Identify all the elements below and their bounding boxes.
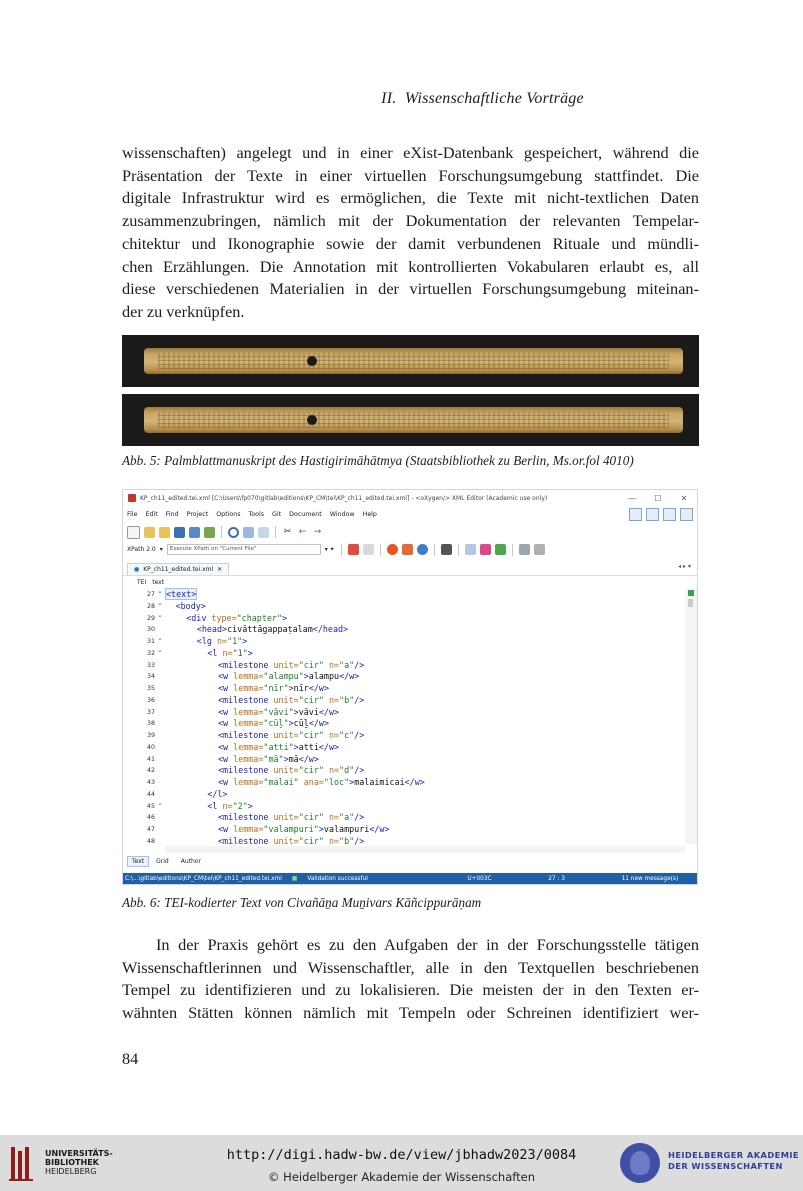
menu-item-git[interactable]: Git — [272, 511, 282, 518]
footer-bar — [0, 1135, 803, 1191]
xml-token-txt: nīr — [293, 683, 309, 693]
find-in-files-icon[interactable] — [243, 527, 254, 538]
library-name-line: UNIVERSITÄTS- — [45, 1149, 113, 1158]
horizontal-scrollbar[interactable] — [165, 846, 685, 853]
xml-token-val: "malai" — [263, 777, 304, 787]
status-validation: Validation successful — [307, 876, 368, 882]
line-number: 35 — [146, 685, 155, 692]
new-file-icon[interactable] — [127, 526, 140, 539]
line-number: 39 — [146, 732, 155, 739]
xml-token-attr: unit= — [273, 765, 299, 776]
running-head — [0, 90, 803, 108]
tab-kp-ch11[interactable]: ● KP_ch11_edited.tei.xml ✕ — [127, 563, 229, 575]
xml-token-val: "a" — [339, 812, 355, 823]
xml-token-attr: lemma= — [233, 824, 264, 834]
status-bar — [123, 873, 697, 885]
line-number-gutter — [123, 589, 165, 844]
xml-token-attr: unit= — [273, 730, 299, 740]
tools-icon[interactable] — [534, 544, 545, 555]
xml-token-attr: n= — [328, 812, 340, 823]
xml-token-tag: </w> — [308, 718, 329, 729]
tab-label: KP_ch11_edited.tei.xml — [143, 566, 214, 573]
text-line: wähnten Stätten können nämlich mit Tempeln oder Schreinen identifiziert wer- — [122, 1003, 699, 1023]
xml-token-attr: lemma= — [233, 777, 264, 787]
code-line[interactable] — [207, 789, 227, 801]
xml-token-tag: > — [293, 741, 299, 752]
xml-token-tag: /> — [354, 730, 365, 740]
find-icon[interactable] — [228, 527, 239, 538]
status-char-code: U+003C — [467, 876, 492, 882]
xml-token-tag: <w — [218, 777, 234, 787]
editor-mode-tabs — [127, 856, 206, 867]
code-line[interactable] — [218, 812, 364, 824]
xml-token-tag: <milestone — [218, 835, 274, 846]
xml-token-tag: <body> — [175, 600, 206, 611]
configure-transformation-icon[interactable] — [402, 544, 413, 555]
xml-token-tag: </w> — [298, 753, 319, 764]
xml-token-txt: atti — [298, 741, 319, 752]
xml-token-attr: n= — [222, 800, 233, 811]
breadcrumb-tei[interactable]: TEI — [137, 579, 147, 586]
code-line[interactable] — [218, 671, 359, 683]
line-number: 44 — [146, 790, 155, 798]
library-name-line: BIBLIOTHEK — [45, 1158, 99, 1167]
vertical-scrollbar[interactable] — [685, 589, 697, 844]
xml-token-tag: > — [247, 647, 253, 658]
redo-icon[interactable]: → — [313, 526, 322, 537]
open-url-icon[interactable] — [159, 527, 170, 538]
mode-tab-grid[interactable]: Grid — [156, 858, 169, 865]
line-number: 34 — [146, 673, 155, 681]
xml-token-val: "cir" — [298, 835, 329, 846]
xml-token-tag: </w> — [369, 824, 390, 834]
spellcheck-icon[interactable] — [363, 544, 374, 555]
code-line[interactable] — [165, 589, 197, 601]
close-icon[interactable]: ✕ — [680, 493, 688, 503]
xml-token-val: "cir" — [298, 765, 329, 776]
xml-token-tag: </head> — [312, 624, 349, 635]
xml-token-attr: n= — [216, 636, 228, 646]
xml-token-val: "b" — [339, 835, 355, 846]
code-line[interactable] — [207, 801, 252, 813]
xml-token-txt: malaimicai — [354, 777, 405, 787]
xml-token-tag: > — [288, 683, 294, 693]
xml-token-tag: <w — [218, 741, 234, 752]
xml-token-tag: > — [242, 636, 248, 646]
code-line[interactable] — [218, 730, 364, 742]
xml-token-attr: unit= — [273, 835, 299, 846]
xpath-version-select[interactable]: XPath 2.0 — [127, 546, 156, 553]
xml-token-val: "atti" — [263, 741, 294, 752]
running-head-number: II. — [381, 90, 397, 107]
string-hole — [307, 356, 317, 366]
xml-token-attr: n= — [328, 765, 340, 776]
xml-token-txt: civāttāgappaṭalam — [227, 624, 313, 635]
text-line: zusammenzubringen, nämlich mit der Dokumentation der relevanten Tempelar- — [122, 211, 699, 231]
code-line[interactable] — [197, 636, 247, 648]
xml-token-attr: type= — [211, 612, 237, 623]
xml-token-tag: /> — [354, 835, 365, 846]
text-line: diese verschiedenen Materialien in der virtuellen Forschungsumgebung miteinan- — [122, 279, 699, 299]
xml-token-tag: <milestone — [218, 812, 274, 823]
menu-item-edit[interactable]: Edit — [145, 511, 158, 518]
mode-tab-text[interactable]: Text — [127, 856, 149, 867]
xml-token-txt: valampuri — [323, 824, 370, 834]
line-number: 32 ⌄ — [123, 648, 155, 660]
code-line[interactable] — [218, 683, 329, 695]
text-line: der zu verknüpfen. — [122, 301, 245, 321]
xml-token-tag: > — [288, 718, 294, 729]
xml-token-tag: <milestone — [218, 694, 274, 705]
xml-token-tag: </l> — [207, 788, 228, 799]
xml-token-tag: <w — [218, 753, 234, 764]
academy-name — [668, 1150, 799, 1172]
running-head-title: Wissenschaftliche Vorträge — [404, 90, 584, 107]
xml-token-tag: > — [349, 777, 355, 787]
xml-token-val: "loc" — [323, 777, 350, 787]
text-line: In der Praxis gehört es zu den Aufgaben der in der Forschungsstelle tätigen — [156, 935, 699, 954]
undo-icon[interactable]: ← — [298, 526, 307, 537]
xml-token-attr: lemma= — [233, 753, 264, 764]
xml-token-tag: > — [282, 612, 288, 623]
xml-token-attr: lemma= — [233, 741, 264, 752]
xml-token-val: "alampu" — [263, 671, 304, 682]
breadcrumb-text[interactable]: text — [152, 579, 165, 586]
code-line[interactable] — [186, 613, 287, 625]
code-line[interactable] — [218, 718, 329, 730]
line-number: 33 — [146, 661, 155, 669]
git-icon[interactable] — [480, 544, 491, 555]
academy-name-line: HEIDELBERGER AKADEMIE — [668, 1150, 799, 1160]
xml-token-tag: > — [318, 824, 324, 834]
text-line: wissenschaften) angelegt und in einer eXist-Datenbank gespeichert, während die — [122, 143, 699, 162]
code-editor[interactable] — [123, 589, 685, 844]
line-number: 42 — [146, 767, 155, 775]
xml-token-val: "a" — [339, 659, 355, 670]
code-line[interactable] — [197, 624, 348, 636]
xml-token-tag: </w> — [308, 683, 329, 693]
xml-token-tag: /> — [354, 812, 365, 823]
perspective-icon[interactable] — [629, 508, 642, 521]
xml-token-tag: </w> — [404, 777, 425, 787]
xml-token-tag: /> — [354, 694, 365, 705]
code-line[interactable] — [176, 601, 206, 613]
xml-token-tag: /> — [354, 765, 365, 776]
menu-item-window[interactable]: Window — [329, 511, 355, 518]
perspective-icon[interactable] — [680, 508, 693, 521]
xml-token-val: "chapter" — [236, 612, 283, 623]
xml-token-tag: <w — [218, 718, 234, 729]
xml-token-val: "b" — [339, 694, 355, 705]
xpath-input[interactable]: Execute XPath on "Current File" — [167, 544, 321, 555]
text-line: Tempel zu identifizieren und zu lokalisieren. Die meisten der in den Texten er- — [122, 980, 699, 1000]
paragraph-2-text — [122, 934, 699, 1025]
code-line[interactable] — [218, 777, 425, 789]
breadcrumb — [123, 577, 697, 588]
text-line: digitale Infrastruktur wird es ermöglichen, die Texte mit nicht-textlichen Daten — [122, 188, 699, 208]
figure-6-caption: Abb. 6: TEI-kodierter Text von Civañāṉa Muṉivars Kāñcippurāṇam — [122, 895, 482, 910]
mode-tab-author[interactable]: Author — [180, 858, 201, 865]
line-number: 45 ⌄ — [123, 801, 155, 813]
xml-refactor-icon[interactable] — [465, 544, 476, 555]
xml-token-val: "1" — [232, 647, 248, 658]
xml-token-attr: n= — [328, 835, 340, 846]
xml-token-txt: mā — [288, 753, 299, 764]
status-cursor-position: 27 : 3 — [548, 876, 565, 882]
xpath-bar: XPath 2.0 ▾ Execute XPath on "Current File" ▾ ✦ — [123, 543, 697, 556]
edit-icon[interactable] — [519, 544, 530, 555]
toolbar — [123, 524, 697, 540]
cut-icon[interactable]: ✂ — [283, 526, 292, 537]
xml-token-val: "mā" — [263, 753, 284, 764]
window-title: KP_ch11_edited.tei.xml [C:\Users\fp070\gitlab\editions\KP_CM\tei\KP_ch11_edited.tei.xml] - <oXygen/> XML Editor (Academic use only) — [140, 494, 548, 502]
plugin-icon[interactable] — [495, 544, 506, 555]
xml-token-txt: alampu — [308, 671, 340, 682]
status-file-path: C:\...\gitlab\editions\KP_CM\tei\KP_ch11_edited.tei.xml — [125, 876, 282, 882]
validation-check-icon: ■ — [291, 876, 298, 882]
xml-token-val: "nīr" — [263, 683, 289, 693]
xml-token-attr: unit= — [273, 659, 299, 670]
xml-token-tag: <head> — [196, 624, 228, 635]
xml-token-attr: unit= — [273, 694, 299, 705]
xml-token-tag: <w — [218, 683, 234, 693]
xml-token-tag: <w — [218, 706, 234, 717]
academy-emblem-icon — [620, 1143, 660, 1183]
xml-token-attr: lemma= — [233, 718, 264, 729]
xml-token-tag: /> — [354, 659, 365, 670]
oxygen-app-icon — [128, 494, 136, 502]
xml-token-tag: <text> — [166, 589, 197, 599]
xml-token-tag: > — [303, 671, 309, 682]
code-line[interactable] — [218, 742, 339, 754]
line-number: 46 — [146, 814, 155, 822]
palm-leaf-image-2 — [122, 394, 699, 446]
xml-token-tag: > — [247, 800, 253, 811]
format-indent-icon[interactable] — [441, 544, 452, 555]
xml-editor-screenshot — [122, 489, 698, 885]
copyright-notice: © Heidelberger Akademie der Wissenschaften — [268, 1170, 535, 1184]
tab-navigation-icon[interactable]: ◂ ▸ ▾ — [678, 563, 691, 570]
xml-token-tag: <w — [218, 824, 234, 834]
validation-ok-marker — [688, 590, 694, 596]
line-number: 36 — [146, 696, 155, 704]
xml-token-attr: lemma= — [233, 706, 264, 717]
code-line[interactable] — [218, 707, 339, 719]
xml-token-tag: <w — [218, 671, 234, 682]
xml-token-val: "1" — [227, 636, 243, 646]
code-line[interactable] — [218, 695, 364, 707]
menu-item-help[interactable]: Help — [362, 511, 377, 518]
text-line: chen Erzählungen. Die Annotation mit kontrollierten Vokabularen erlaubt es, all — [122, 256, 699, 276]
perspective-icon[interactable] — [663, 508, 676, 521]
minimize-icon[interactable]: — — [628, 493, 636, 503]
validate-icon[interactable] — [348, 544, 359, 555]
code-line[interactable] — [218, 660, 364, 672]
editor-tab-bar — [123, 563, 697, 576]
apply-transformation-icon[interactable] — [387, 544, 398, 555]
xml-token-val: "cir" — [298, 730, 329, 740]
xml-token-tag: <lg — [196, 636, 217, 646]
xml-token-val: "vāvi" — [263, 706, 294, 717]
xml-token-tag: </w> — [318, 706, 340, 717]
xml-token-txt: cūḻ — [293, 718, 309, 729]
xml-token-val: "c" — [339, 730, 355, 740]
open-folder-icon[interactable] — [144, 527, 155, 538]
menu-item-file[interactable]: File — [127, 511, 138, 518]
code-line[interactable] — [218, 824, 389, 836]
copy-icon[interactable] — [258, 527, 269, 538]
xml-token-tag: <milestone — [218, 659, 274, 670]
line-number: 43 — [146, 779, 155, 786]
text-line: Wissenschaftlerinnen und Wissenschaftler, alle in den Textquellen beschriebenen — [122, 957, 699, 977]
permalink-url[interactable]: http://digi.hadw-bw.de/view/jbhadw2023/0084 — [226, 1147, 577, 1163]
string-hole — [307, 415, 317, 425]
xml-token-val: "cir" — [298, 694, 329, 705]
code-area[interactable] — [165, 589, 685, 844]
xml-token-attr: n= — [222, 647, 233, 658]
xml-token-val: "cir" — [298, 659, 329, 670]
line-number: 28 ⌄ — [123, 601, 155, 613]
figure-5-caption: Abb. 5: Palmblattmanuskript des Hastigirimāhātmya (Staatsbibliothek zu Berlin, Ms.or.fol 4010) — [122, 453, 634, 468]
xml-token-tag: <milestone — [218, 765, 274, 776]
line-number: 37 — [146, 708, 155, 716]
print-icon[interactable] — [204, 527, 215, 538]
code-line[interactable] — [207, 648, 252, 660]
library-name-line: HEIDELBERG — [45, 1167, 97, 1176]
perspective-icon[interactable] — [646, 508, 659, 521]
xml-token-attr: n= — [328, 694, 340, 705]
menu-item-options[interactable]: Options — [216, 511, 241, 518]
xml-token-tag: <milestone — [218, 730, 274, 740]
save-all-icon[interactable] — [189, 527, 200, 538]
line-number: 30 — [146, 626, 155, 634]
xml-token-val: "valampuri" — [263, 824, 319, 834]
xml-token-attr: unit= — [273, 812, 299, 823]
xml-token-txt: vāvi — [298, 706, 319, 717]
text-line: Präsentation der Texte in einer virtuellen Forschungsumgebung stattfindet. Die — [122, 165, 699, 185]
line-number: 41 — [146, 755, 155, 763]
code-line[interactable] — [218, 754, 319, 766]
xml-token-tag: <div — [186, 612, 212, 623]
xml-token-val: "cir" — [298, 812, 329, 823]
line-number: 29 ⌄ — [123, 613, 155, 625]
xml-token-tag: </w> — [318, 741, 340, 752]
xml-token-attr: lemma= — [233, 671, 264, 682]
xml-token-val: "cūḻ" — [263, 718, 289, 729]
line-number: 48 — [146, 837, 155, 845]
xml-token-tag: > — [283, 753, 289, 764]
xml-token-tag: > — [293, 706, 299, 717]
menu-item-tools[interactable]: Tools — [248, 511, 265, 518]
xml-token-attr: n= — [328, 659, 340, 670]
xml-token-tag: <l — [207, 800, 223, 811]
close-tab-icon[interactable]: ✕ — [217, 566, 223, 573]
menu-item-document[interactable]: Document — [289, 511, 322, 518]
xml-token-attr: ana= — [303, 777, 324, 787]
menu-item-project[interactable]: Project — [186, 511, 209, 518]
xml-token-val: "d" — [339, 765, 355, 776]
xml-token-val: "2" — [232, 800, 248, 811]
maximize-icon[interactable]: ☐ — [654, 493, 662, 503]
paragraph-2 — [122, 934, 699, 1025]
status-messages[interactable]: 11 new message(s) — [621, 876, 679, 882]
palm-leaf-image-1 — [122, 335, 699, 387]
page-number: 84 — [122, 1049, 139, 1068]
code-line[interactable] — [218, 765, 364, 777]
paragraph-1-text — [122, 142, 699, 324]
menu-item-find[interactable]: Find — [165, 511, 179, 518]
save-icon[interactable] — [174, 527, 185, 538]
line-number: 38 — [146, 720, 155, 728]
menu-bar — [123, 508, 697, 521]
line-number: 47 — [146, 826, 155, 833]
line-number: 31 ⌄ — [123, 636, 155, 648]
debug-icon[interactable] — [417, 544, 428, 555]
xml-token-attr: lemma= — [233, 683, 264, 693]
line-number: 27 ⌄ — [123, 589, 155, 601]
academy-name-line: DER WISSENSCHAFTEN — [668, 1161, 783, 1171]
line-number: 40 — [146, 743, 155, 751]
text-line: chitektur und Ikonographie sowie der damit verbundenen Rituale und mündli- — [122, 233, 699, 253]
paragraph-1 — [122, 142, 699, 324]
xml-token-tag: <l — [207, 647, 223, 658]
xml-token-attr: n= — [328, 730, 340, 740]
window-titlebar — [123, 490, 697, 506]
xml-token-tag: </w> — [339, 671, 360, 682]
